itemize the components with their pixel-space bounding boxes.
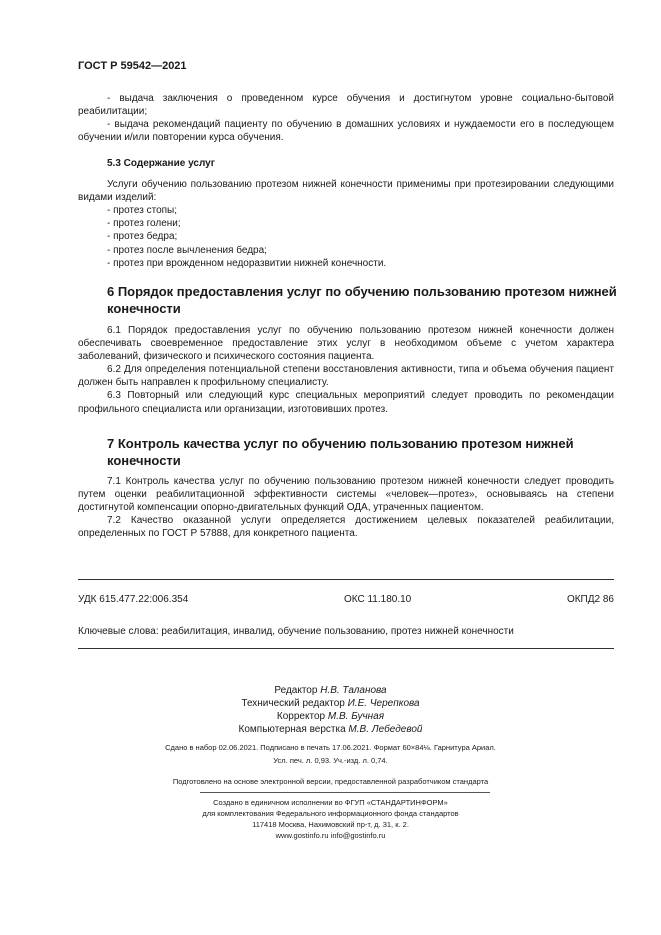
list-item: - протез при врожденном недоразвитии нижней конечности. bbox=[107, 257, 387, 269]
section-7-title: 7 Контроль качества услуг по обучению пользованию протезом нижней конечности bbox=[107, 436, 574, 468]
publisher-line-1: Создано в единичном исполнении во ФГУП «СТАНДАРТИНФОРМ» bbox=[213, 798, 448, 807]
intro-list bbox=[78, 92, 614, 144]
divider bbox=[78, 648, 614, 649]
section-6-title: 6 Порядок предоставления услуг по обучению пользованию протезом нижней конечности bbox=[107, 284, 617, 316]
credit-editor: Редактор Н.В. Таланова bbox=[274, 685, 387, 696]
list-item: - протез голени; bbox=[107, 218, 181, 230]
document-header-id: ГОСТ Р 59542—2021 bbox=[78, 60, 187, 72]
paragraph: 6.2 Для определения потенциальной степени восстановления активности, типа и объема обучения пациент должен быть направлен к профильному специалисту. bbox=[78, 364, 614, 389]
paragraph: 6.3 Повторный или следующий курс специальных мероприятий следует проводить по рекомендации профильного специалиста или организации, изготовивших протез. bbox=[78, 390, 614, 415]
subsection-heading: 5.3 Содержание услуг bbox=[107, 158, 215, 169]
list-item: - выдача заключения о проведенном курсе обучения и достигнутом уровне социально-бытовой реабилитации; bbox=[78, 93, 614, 118]
okpd-code: ОКПД2 86 bbox=[566, 594, 614, 605]
section-7-body bbox=[78, 475, 614, 540]
paragraph: 7.2 Качество оказанной услуги определяется достижением целевых показателей реабилитации, определенных по ГОСТ Р 57888, для конкретного пациента. bbox=[78, 515, 614, 540]
publisher-line-2: для комплектования Федерального информационного фонда стандартов bbox=[202, 809, 459, 818]
credit-layout: Компьютерная верстка М.В. Лебедевой bbox=[238, 724, 423, 735]
oks-code: ОКС 11.180.10 bbox=[343, 594, 412, 605]
udk-code: УДК 615.477.22:006.354 bbox=[78, 594, 189, 605]
divider bbox=[78, 579, 614, 580]
credit-tech-editor: Технический редактор И.Е. Черепкова bbox=[241, 698, 420, 709]
list-item: - выдача рекомендаций пациенту по обучению в домашних условиях и нуждаемости его в последующем обучении и/или повторении курса обучения. bbox=[78, 119, 614, 144]
list-item: - протез стопы; bbox=[107, 205, 178, 217]
list-item: - протез бедра; bbox=[107, 231, 178, 243]
credit-corrector: Корректор М.В. Бучная bbox=[276, 711, 385, 722]
subsection-5-3 bbox=[78, 157, 614, 270]
publisher-contacts: www.gostinfo.ru info@gostinfo.ru bbox=[275, 831, 386, 840]
imprint-line-1: Сдано в набор 02.06.2021. Подписано в печать 17.06.2021. Формат 60×84⅛. Гарнитура Ариал. bbox=[165, 743, 496, 752]
subsection-lead: Услуги обучению пользованию протезом нижней конечности применимы при протезировании следующими видами изделий: bbox=[78, 179, 614, 204]
list-item: - протез после вычленения бедра; bbox=[107, 244, 267, 256]
divider bbox=[200, 792, 490, 793]
publisher-address: 117418 Москва, Нахимовский пр-т, д. 31, к. 2. bbox=[252, 820, 409, 829]
prepared-note: Подготовлено на основе электронной версии, предоставленной разработчиком стандарта bbox=[172, 777, 489, 786]
paragraph: 6.1 Порядок предоставления услуг по обучению пользованию протезом нижней конечности должен обеспечивать своевременное предоставление этих услуг в необходимом объеме с учетом характера заболеваний, физического и психического состояния пациента. bbox=[78, 325, 614, 363]
classification-row bbox=[78, 594, 614, 605]
keywords: Ключевые слова: реабилитация, инвалид, обучение пользованию, протез нижней конечности bbox=[78, 626, 514, 637]
imprint-line-2: Усл. печ. л. 0,93. Уч.-изд. л. 0,74. bbox=[273, 756, 388, 765]
credits-block bbox=[0, 684, 661, 736]
paragraph: 7.1 Контроль качества услуг по обучению пользованию протезом нижней конечности следует проводить путем оценки реабилитационной эффективности системы «человек—протез», основываясь на степени достигнутой компенсации опорно-двигательных функций ОДА, утраченных пациентом. bbox=[78, 476, 614, 514]
section-6-body bbox=[78, 324, 614, 416]
